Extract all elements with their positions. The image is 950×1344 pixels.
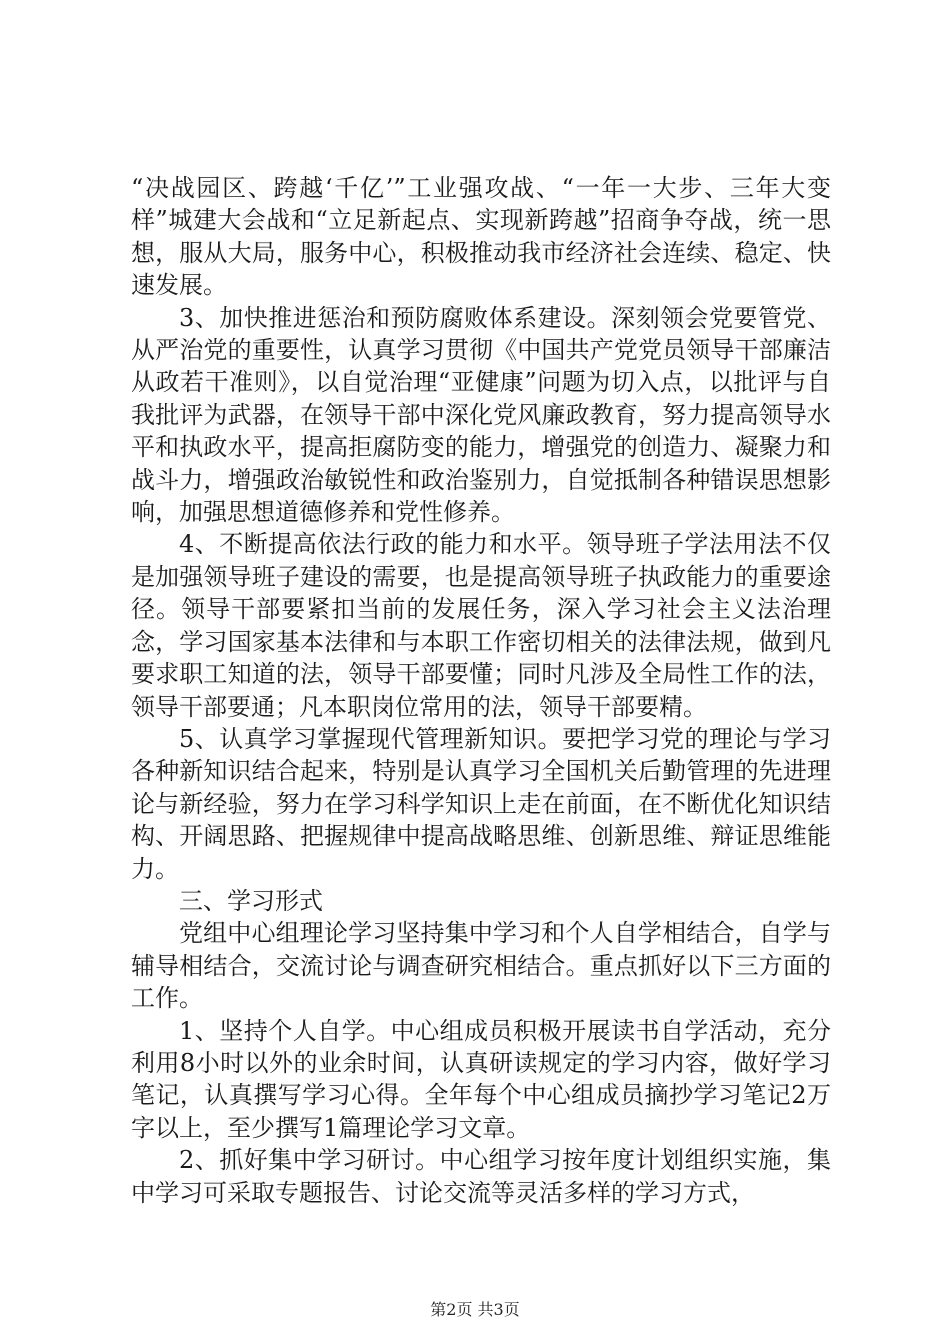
document-body xyxy=(131,172,831,1209)
paragraph: “决战园区、跨越‘千亿’”工业强攻战、“一年一大步、三年大变样”城建大会战和“立足新起点、实现新跨越”招商争夺战，统一思想，服从大局，服务中心，积极推动我市经济社会连续、稳定、快速发展。 xyxy=(131,174,831,300)
paragraph: 党组中心组理论学习坚持集中学习和个人自学相结合，自学与辅导相结合，交流讨论与调查研究相结合。重点抓好以下三方面的工作。 xyxy=(131,919,831,1013)
section-heading: 三、学习形式 xyxy=(179,886,323,915)
paragraph: 4、不断提高依法行政的能力和水平。领导班子学法用法不仅是加强领导班子建设的需要，也是提高领导班子执政能力的重要途径。领导干部要紧扣当前的发展任务，深入学习社会主义法治理念，学习国家基本法律和与本职工作密切相关的法律法规，做到凡要求职工知道的法，领导干部要懂；同时凡涉及全局性工作的法，领导干部要通；凡本职岗位常用的法，领导干部要精。 xyxy=(131,530,831,721)
paragraph: 5、认真学习掌握现代管理新知识。要把学习党的理论与学习各种新知识结合起来，特别是认真学习全国机关后勤管理的先进理论与新经验，努力在学习科学知识上走在前面，在不断优化知识结构、开阔思路、把握规律中提高战略思维、创新思维、辩证思维能力。 xyxy=(131,724,831,883)
paragraph: 1、坚持个人自学。中心组成员积极开展读书自学活动，充分利用8小时以外的业余时间，认真研读规定的学习内容，做好学习笔记，认真撰写学习心得。全年每个中心组成员摘抄学习笔记2万字以上，至少撰写1篇理论学习文章。 xyxy=(131,1016,831,1142)
paragraph: 3、加快推进惩治和预防腐败体系建设。深刻领会党要管党、从严治党的重要性，认真学习贯彻《中国共产党党员领导干部廉洁从政若干准则》，以自觉治理“亚健康”问题为切入点，以批评与自我批评为武器，在领导干部中深化党风廉政教育，努力提高领导水平和执政水平，提高拒腐防变的能力，增强党的创造力、凝聚力和战斗力，增强政治敏锐性和政治鉴别力，自觉抵制各种错误思想影响，加强思想道德修养和党性修养。 xyxy=(131,303,831,527)
page-footer: 第2页 共3页 xyxy=(430,1300,520,1319)
paragraph: 2、抓好集中学习研讨。中心组学习按年度计划组织实施，集中学习可采取专题报告、讨论交流等灵活多样的学习方式， xyxy=(131,1146,831,1207)
